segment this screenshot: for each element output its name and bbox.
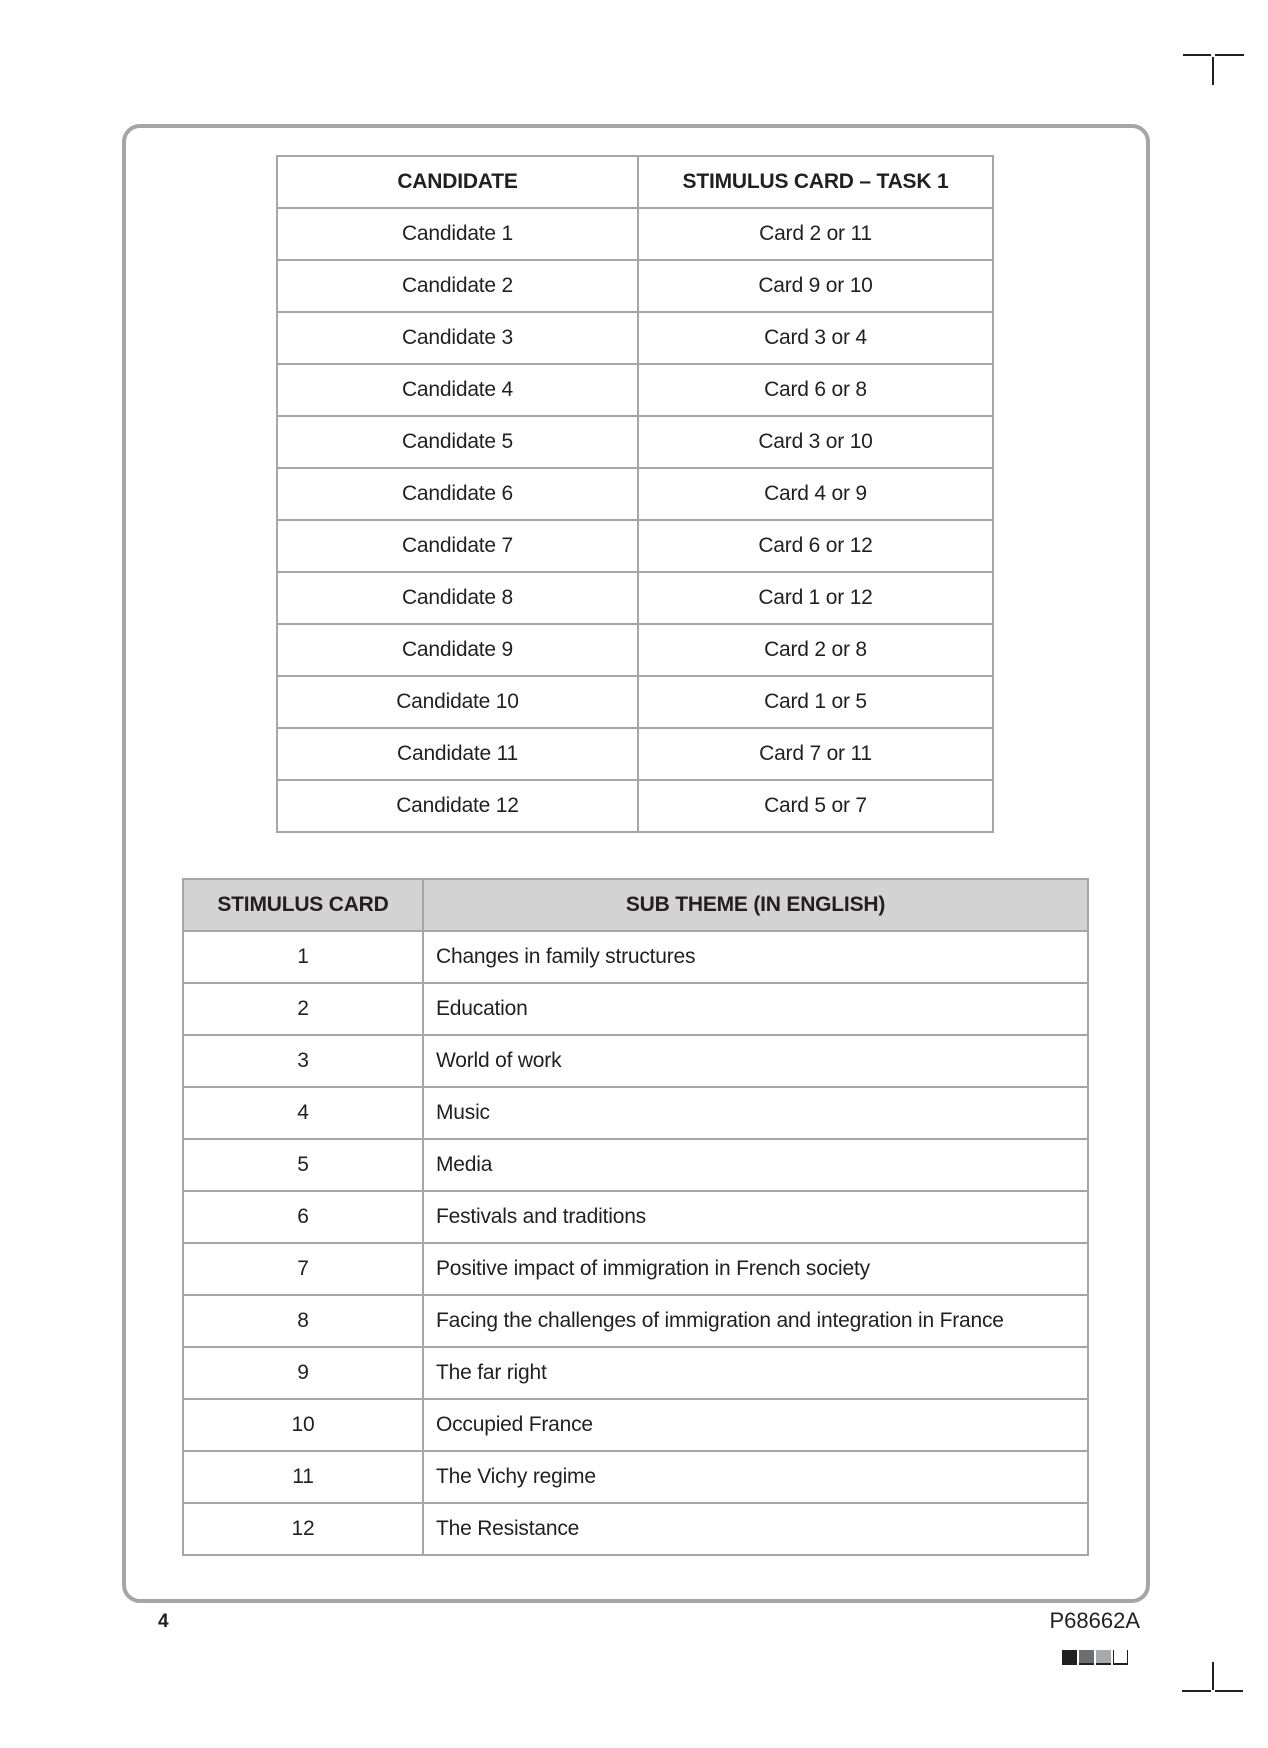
sub-theme-cell: Education [423, 983, 1088, 1035]
candidate-cell: Candidate 12 [277, 780, 638, 832]
paper-code: P68662A [1049, 1608, 1140, 1633]
candidate-cell: Candidate 5 [277, 416, 638, 468]
page-number: 4 [158, 1611, 169, 1632]
table-row [277, 676, 993, 728]
card-number-cell: 10 [183, 1399, 423, 1451]
swatch-light-grey [1096, 1650, 1111, 1665]
header-sub-theme: SUB THEME (IN ENGLISH) [423, 879, 1088, 931]
table-row [277, 468, 993, 520]
crop-mark-top-stem [1212, 57, 1214, 85]
candidate-cell: Candidate 6 [277, 468, 638, 520]
card-number-cell: 6 [183, 1191, 423, 1243]
table-row [183, 1243, 1088, 1295]
card-cell: Card 3 or 10 [638, 416, 993, 468]
card-number-cell: 12 [183, 1503, 423, 1555]
table-row [183, 1503, 1088, 1555]
sub-theme-cell: Media [423, 1139, 1088, 1191]
candidate-cell: Candidate 2 [277, 260, 638, 312]
crop-mark-top-right-arm [1215, 54, 1244, 56]
table-row [277, 780, 993, 832]
card-cell: Card 6 or 8 [638, 364, 993, 416]
swatch-black [1062, 1650, 1077, 1665]
sub-theme-cell: Positive impact of immigration in French society [423, 1243, 1088, 1295]
sub-theme-cell: Facing the challenges of immigration and integration in France [423, 1295, 1088, 1347]
header-candidate: CANDIDATE [277, 156, 638, 208]
table-row [277, 416, 993, 468]
card-number-cell: 8 [183, 1295, 423, 1347]
table-row [183, 983, 1088, 1035]
card-cell: Card 2 or 8 [638, 624, 993, 676]
sub-theme-cell: The far right [423, 1347, 1088, 1399]
table-row [183, 931, 1088, 983]
table-row [277, 260, 993, 312]
table-row [277, 520, 993, 572]
candidate-cell: Candidate 4 [277, 364, 638, 416]
card-number-cell: 11 [183, 1451, 423, 1503]
table-row [183, 1347, 1088, 1399]
table-row [277, 728, 993, 780]
table-row [277, 364, 993, 416]
table-row [277, 312, 993, 364]
crop-mark-bottom-left-arm [1182, 1690, 1211, 1692]
table-row [183, 1399, 1088, 1451]
card-cell: Card 5 or 7 [638, 780, 993, 832]
candidate-card-table [276, 155, 994, 833]
subtheme-table [182, 878, 1089, 1556]
crop-mark-bottom-right-arm [1215, 1690, 1243, 1692]
card-number-cell: 4 [183, 1087, 423, 1139]
card-cell: Card 4 or 9 [638, 468, 993, 520]
crop-mark-top-left-arm [1183, 54, 1211, 56]
table-header-row [183, 879, 1088, 931]
sub-theme-cell: Festivals and traditions [423, 1191, 1088, 1243]
sub-theme-cell: World of work [423, 1035, 1088, 1087]
card-cell: Card 2 or 11 [638, 208, 993, 260]
card-number-cell: 3 [183, 1035, 423, 1087]
swatch-dark-grey [1079, 1650, 1094, 1665]
table-row [183, 1035, 1088, 1087]
table-row [183, 1139, 1088, 1191]
table-row [183, 1451, 1088, 1503]
card-number-cell: 1 [183, 931, 423, 983]
swatch-white [1113, 1650, 1128, 1665]
candidate-cell: Candidate 11 [277, 728, 638, 780]
sub-theme-cell: Music [423, 1087, 1088, 1139]
sub-theme-cell: The Resistance [423, 1503, 1088, 1555]
card-cell: Card 3 or 4 [638, 312, 993, 364]
card-cell: Card 1 or 12 [638, 572, 993, 624]
sub-theme-cell: The Vichy regime [423, 1451, 1088, 1503]
sub-theme-cell: Changes in family structures [423, 931, 1088, 983]
card-cell: Card 1 or 5 [638, 676, 993, 728]
header-stimulus-card: STIMULUS CARD [183, 879, 423, 931]
table-row [183, 1087, 1088, 1139]
candidate-cell: Candidate 1 [277, 208, 638, 260]
card-cell: Card 7 or 11 [638, 728, 993, 780]
table-row [277, 208, 993, 260]
card-number-cell: 2 [183, 983, 423, 1035]
header-stimulus-card-task-1: STIMULUS CARD – TASK 1 [638, 156, 993, 208]
table-row [277, 572, 993, 624]
table-row [183, 1191, 1088, 1243]
card-cell: Card 9 or 10 [638, 260, 993, 312]
candidate-cell: Candidate 8 [277, 572, 638, 624]
color-registration-swatches [1062, 1650, 1128, 1665]
table-row [183, 1295, 1088, 1347]
card-cell: Card 6 or 12 [638, 520, 993, 572]
card-number-cell: 5 [183, 1139, 423, 1191]
crop-mark-bottom-stem [1212, 1662, 1214, 1690]
card-number-cell: 7 [183, 1243, 423, 1295]
candidate-cell: Candidate 7 [277, 520, 638, 572]
candidate-cell: Candidate 9 [277, 624, 638, 676]
candidate-cell: Candidate 10 [277, 676, 638, 728]
table-row [277, 624, 993, 676]
sub-theme-cell: Occupied France [423, 1399, 1088, 1451]
card-number-cell: 9 [183, 1347, 423, 1399]
candidate-cell: Candidate 3 [277, 312, 638, 364]
table-header-row [277, 156, 993, 208]
